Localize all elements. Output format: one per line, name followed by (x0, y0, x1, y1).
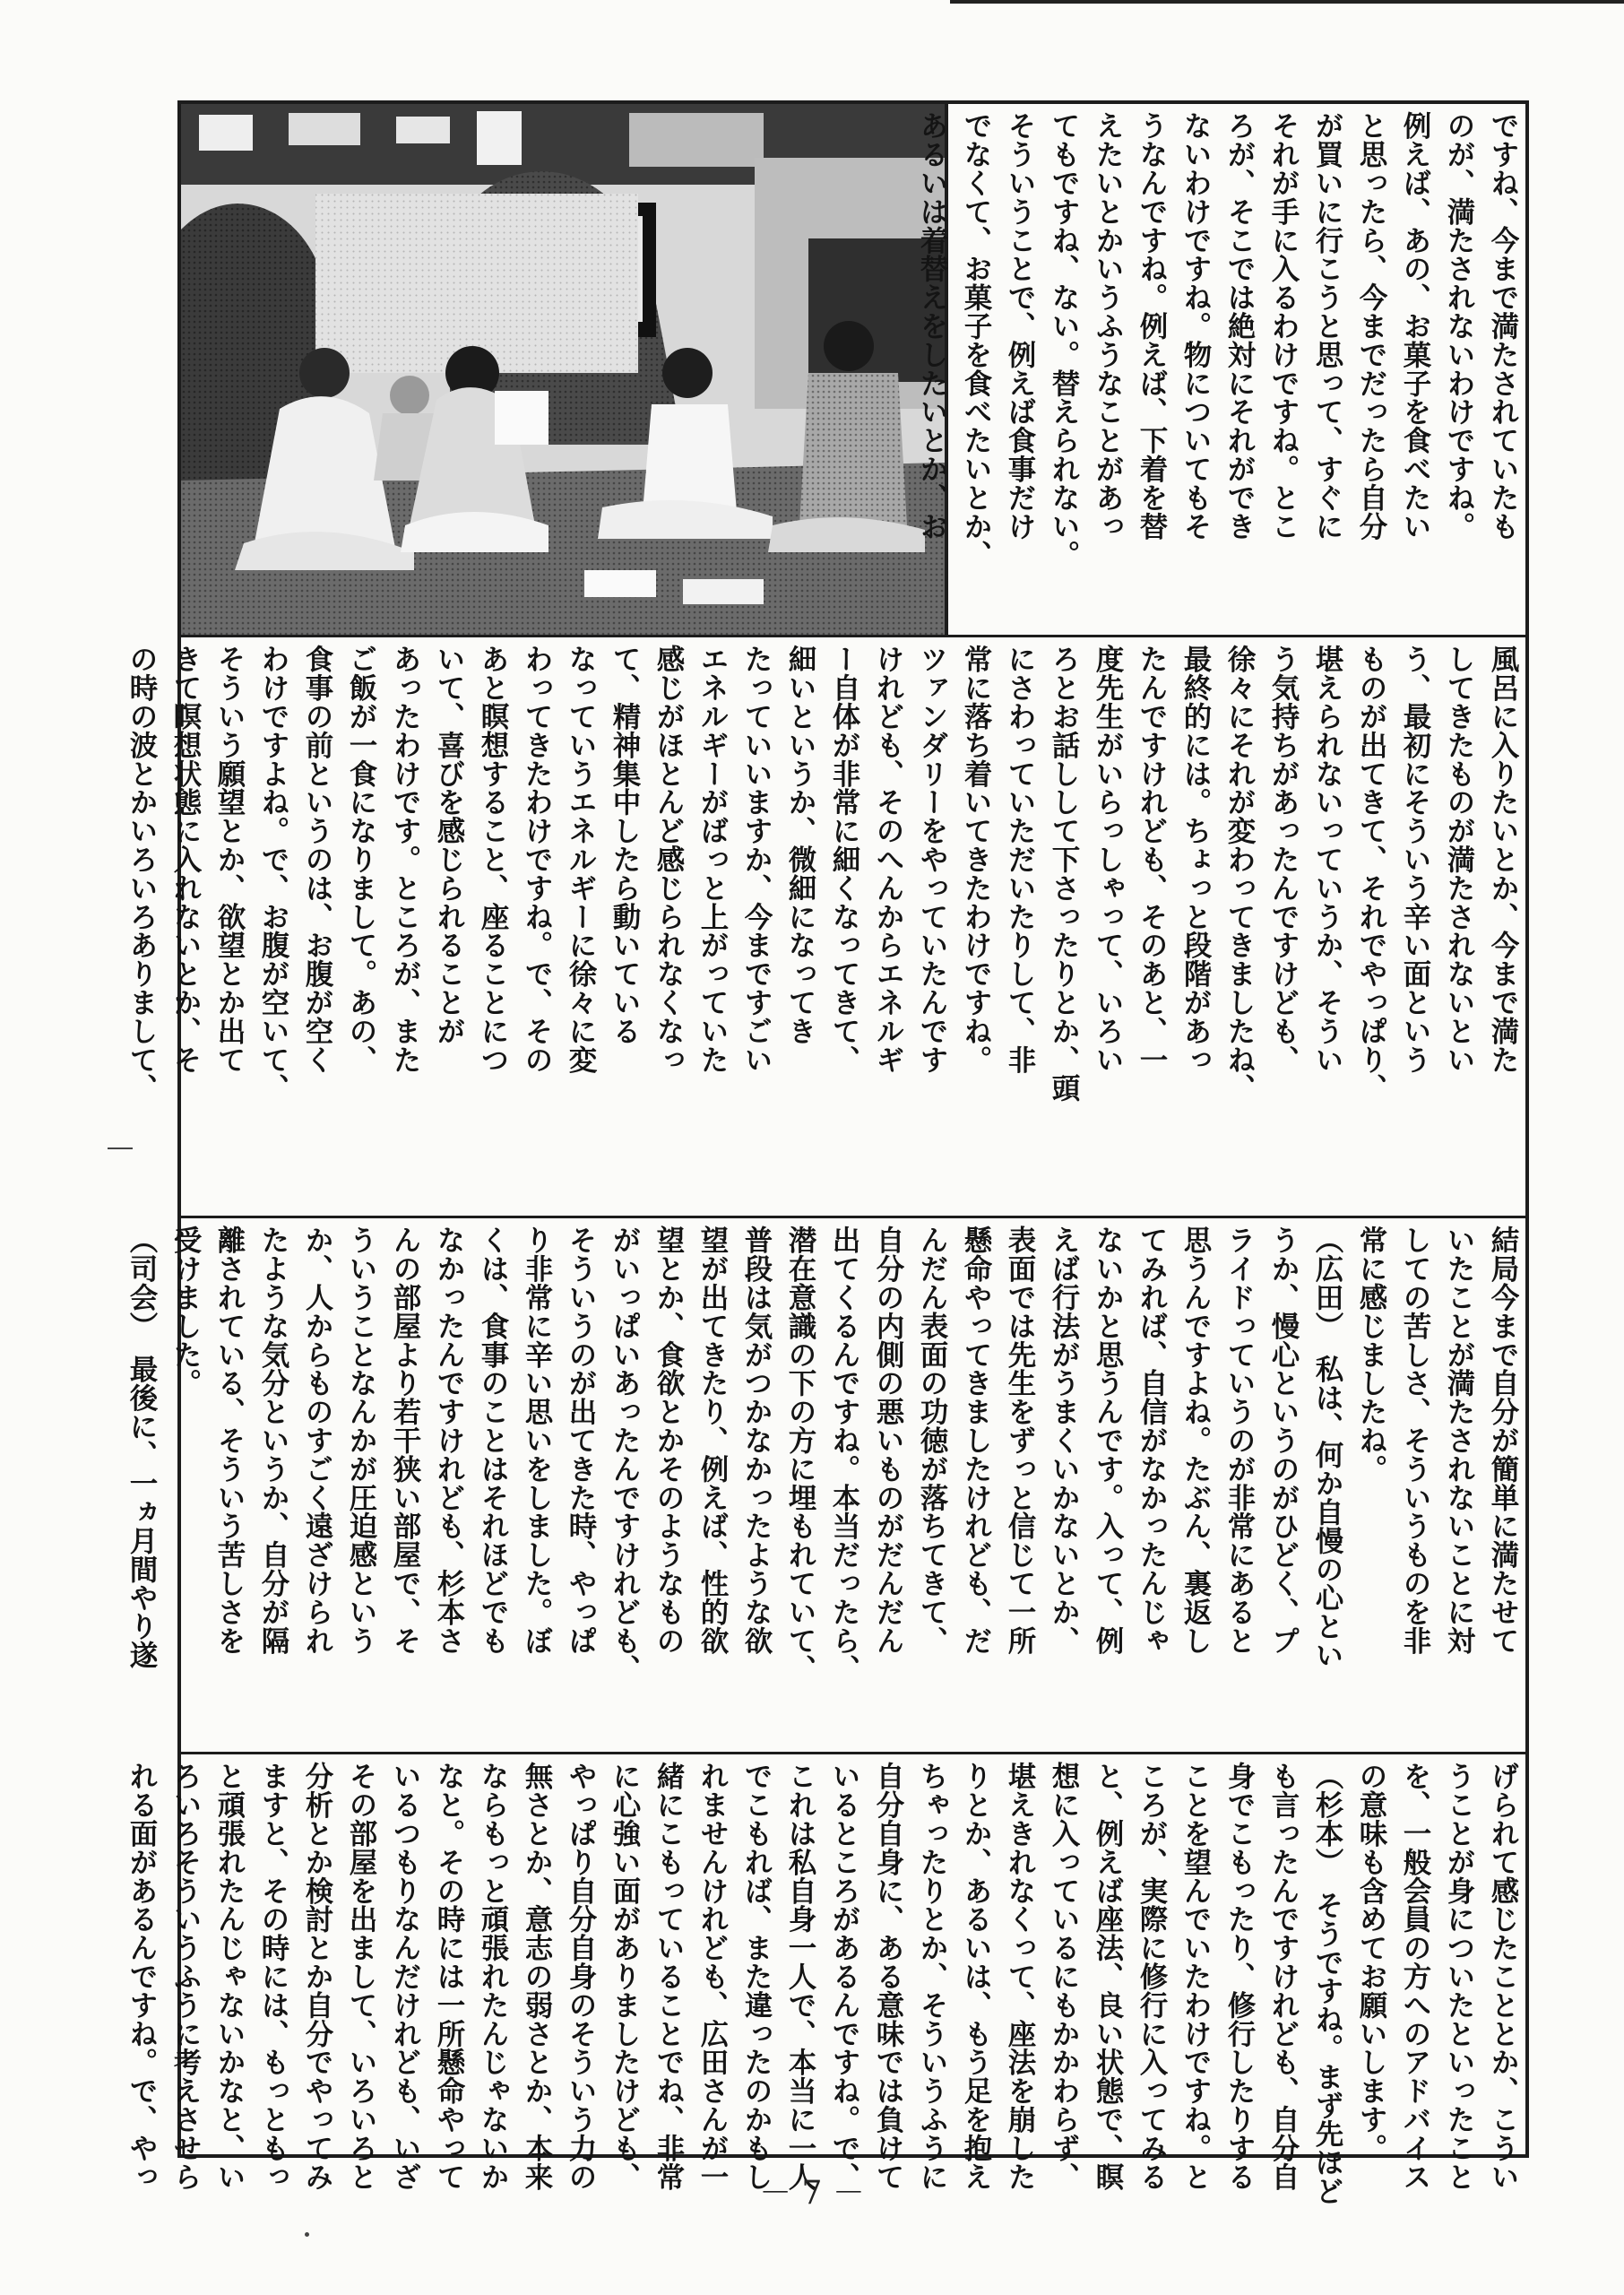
row-divider-1 (181, 635, 1525, 637)
text-line: んの部屋より若干狭い部屋で、そ (389, 1225, 422, 1655)
text-line: て、精神集中したら動いている (609, 645, 642, 1045)
text-line: きて瞑想状態に入れないとか、そ (169, 645, 203, 1074)
text-block-top-right (916, 111, 1525, 638)
text-line: 最終的には。ちょっと段階があっ (1179, 645, 1213, 1074)
text-line: ツァンダリーをやっていたんです (916, 645, 949, 1074)
text-block-row-3 (125, 1225, 1525, 1745)
text-line: 常に感じましたね。 (1355, 1225, 1388, 1484)
text-line: の意味も含めてお願いします。 (1355, 1762, 1388, 2162)
group-photo-image (181, 104, 948, 635)
text-line: 度先生がいらっしゃって、いろい (1092, 645, 1125, 1074)
text-block-row-2 (125, 645, 1525, 1209)
text-line: 感じがほとんど感じられなくなっ (652, 645, 686, 1074)
text-line: これは私自身一人で、本当に一人 (784, 1762, 817, 2191)
text-line: えば行法がうまくいかないとか、 (1048, 1225, 1081, 1655)
text-line: （広田） 私は、何か自慢の心とい (1311, 1225, 1344, 1669)
text-line: も言ったんですけれども、自分自 (1267, 1762, 1300, 2191)
text-line: 思うんですよね。たぶん、裏返し (1179, 1225, 1213, 1655)
text-line: 懸命やってきましたけれども、だ (960, 1225, 993, 1655)
text-line: か、人からものすごく遠ざけられ (301, 1225, 334, 1655)
text-line: 望が出てきたり、例えば、性的欲 (696, 1225, 730, 1655)
text-line: うか、慢心というのがひどく、プ (1267, 1225, 1300, 1655)
text-line: ますと、その時には、もっともっ (257, 1762, 290, 2191)
text-line: ならもっと頑張れたんじゃないか (477, 1762, 510, 2191)
text-line: ご飯が一食になりまして。あの、 (345, 645, 378, 1074)
text-line: それが手に入るわけですね。とこ (1267, 111, 1300, 541)
text-line: 受けました。 (169, 1225, 203, 1398)
text-line: うなんですね。例えば、下着を替 (1136, 111, 1169, 541)
text-line: 風呂に入りたいとか、今まで満た (1487, 645, 1520, 1074)
text-line: ライドっていうのが非常にあると (1223, 1225, 1257, 1655)
text-line: 自分の内側の悪いものがだんだん (872, 1225, 905, 1655)
text-line: ころが、実際に修行に入ってみる (1136, 1762, 1169, 2191)
text-line: なと。その時には一所懸命やって (433, 1762, 466, 2191)
text-line: してきたものが満たされないとい (1443, 645, 1476, 1074)
text-line: と頑張れたんじゃないかなと、い (213, 1762, 246, 2191)
photo-halftone (181, 104, 945, 635)
text-line: ちゃったりとか、そういうふうに (916, 1762, 949, 2191)
text-line: 表面では先生をずっと信じて一所 (1004, 1225, 1037, 1655)
text-line: ろが、そこでは絶対にそれができ (1223, 111, 1257, 541)
text-line: そういうのが出てきた時、やっぱ (565, 1225, 598, 1655)
text-line: 緒にこもっていることでね、非常 (652, 1762, 686, 2191)
text-line: いたことが満たされないことに対 (1443, 1225, 1476, 1655)
text-line: そういう願望とか、欲望とか出て (213, 645, 246, 1074)
text-line: でなくて、お菓子を食べたいとか、 (960, 111, 993, 569)
text-line: 常に落ち着いてきたわけですね。 (960, 645, 993, 1074)
text-line: （杉本） そうですね。まず先ほど (1311, 1762, 1344, 2205)
table-box (495, 391, 549, 445)
text-line: 無さとか、意志の弱さとか、本来 (521, 1762, 554, 2191)
margin-speck (305, 2232, 309, 2237)
text-line: がいっぱいあったんですけれども、 (609, 1225, 642, 1684)
text-line: 普段は気がつかなかったような欲 (740, 1225, 773, 1655)
text-line: 細いというか、微細になってき (784, 645, 817, 1045)
text-line: ー自体が非常に細くなってきて、 (828, 645, 861, 1074)
text-line: ないかと思うんです。入って、例 (1092, 1225, 1125, 1655)
text-line: が買いに行こうと思って、すぐに (1311, 111, 1344, 541)
text-line: てもですね、ない。替えられない。 (1048, 111, 1081, 569)
row-divider-3 (181, 1752, 1525, 1754)
text-line: 堪えられないっていうか、そうい (1311, 645, 1344, 1074)
text-line: を、一般会員の方へのアドバイス (1399, 1762, 1432, 2191)
text-line: ろとお話しして下さったりとか、頭 (1048, 645, 1081, 1103)
text-line: やっぱり自分自身のそういう力の (565, 1762, 598, 2191)
text-line: わけですよね。で、お腹が空いて、 (257, 645, 290, 1103)
text-line: けれども、そのへんからエネルギ (872, 645, 905, 1074)
text-line: と思ったら、今までだったら自分 (1355, 111, 1388, 541)
text-line: たんですけれども、そのあと、一 (1136, 645, 1169, 1074)
text-line: 想に入っているにもかかわらず、 (1048, 1762, 1081, 2191)
text-line: の時の波とかいろいろありまして、 (125, 645, 159, 1103)
text-line: 出てくるんですね。本当だったら、 (828, 1225, 861, 1684)
text-line: 徐々にそれが変わってきましたね、 (1223, 645, 1257, 1103)
margin-speck (108, 1148, 133, 1149)
text-line: てみれば、自信がなかったんじゃ (1136, 1225, 1169, 1655)
text-line: わってきたわけですね。で、その (521, 645, 554, 1074)
text-line: のが、満たされないわけですね。 (1443, 111, 1476, 541)
text-line: んだん表面の功徳が落ちてきて、 (916, 1225, 949, 1655)
text-line: ういうことなんかが圧迫感という (345, 1225, 378, 1655)
article-frame (125, 100, 1529, 2205)
text-line: ことを望んでいたわけですね。と (1179, 1762, 1213, 2191)
text-line: あったわけです。ところが、また (389, 645, 422, 1074)
text-line: 例えば、あの、お菓子を食べたい (1399, 111, 1432, 541)
text-line: 分析とか検討とか自分でやってみ (301, 1762, 334, 2191)
text-line: 堪えきれなくって、座法を崩した (1004, 1762, 1037, 2191)
text-line: そういうことで、例えば食事だけ (1004, 111, 1037, 541)
text-line: なっていうエネルギーに徐々に変 (565, 645, 598, 1074)
text-line: いて、喜びを感じられることが (433, 645, 466, 1045)
text-line: いるところがあるんですね。で、 (828, 1762, 861, 2191)
text-line: なかったんですけれども、杉本さ (433, 1225, 466, 1655)
text-line: その部屋を出まして、いろいろと (345, 1762, 378, 2191)
text-line: 自分自身に、ある意味では負けて (872, 1762, 905, 2191)
text-line: しての苦しさ、そういうものを非 (1399, 1225, 1432, 1655)
text-line: と、例えば座法、良い状態で、瞑 (1092, 1762, 1125, 2191)
page-number: － 7 － (759, 2175, 865, 2212)
text-block-row-4 (125, 1762, 1525, 2205)
text-line: り非常に辛い思いをしました。ぼ (521, 1225, 554, 1655)
text-line: でこもれば、また違ったのかもし (740, 1762, 773, 2191)
text-line: えたいとかいうふうなことがあっ (1092, 111, 1125, 541)
text-line: たような気分というか、自分が隔 (257, 1225, 290, 1655)
text-line: 結局今まで自分が簡単に満たせて (1487, 1225, 1520, 1655)
text-line: う気持ちがあったんですけども、 (1267, 645, 1300, 1074)
text-line: いるつもりなんだけれども、いざ (389, 1762, 422, 2191)
text-line: たっていいますか、今まですごい (740, 645, 773, 1074)
text-line: ものが出てきて、それでやっぱり、 (1355, 645, 1388, 1103)
text-line: う、最初にそういう辛い面という (1399, 645, 1432, 1074)
text-line: あと瞑想すること、座ることにつ (477, 645, 510, 1074)
row-divider-2 (181, 1216, 1525, 1218)
text-line: にさわっていただいたりして、非 (1004, 645, 1037, 1074)
text-line: エネルギーがばっと上がっていた (696, 645, 730, 1074)
text-line: れる面があるんですね。で、やっ (125, 1762, 159, 2191)
text-line: 潜在意識の下の方に埋もれていて、 (784, 1225, 817, 1684)
text-line: くは、食事のことはそれほどでも (477, 1225, 510, 1655)
text-line: 食事の前というのは、お腹が空く (301, 645, 334, 1074)
text-line: うことが身についたといったこと (1443, 1762, 1476, 2191)
text-line: あるいは着替えをしたいとか、お (916, 111, 949, 541)
text-line: に心強い面がありましたけども、 (609, 1762, 642, 2191)
text-line: れませんけれども、広田さんが一 (696, 1762, 730, 2191)
text-line: （司会） 最後に、一ヵ月間やり遂 (125, 1225, 159, 1669)
text-line: ろいろそういうふうに考えさせら (169, 1762, 203, 2191)
text-line: 望とか、食欲とかそのようなもの (652, 1225, 686, 1655)
text-line: ですね、今まで満たされていたも (1487, 111, 1520, 541)
text-line: 身でこもったり、修行したりする (1223, 1762, 1257, 2191)
text-line: げられて感じたこととか、こうい (1487, 1762, 1520, 2191)
text-line: ないわけですね。物についてもそ (1179, 111, 1213, 541)
top-edge-rule (950, 0, 1624, 4)
text-line: 離されている、そういう苦しさを (213, 1225, 246, 1655)
text-line: りとか、あるいは、もう足を抱え (960, 1762, 993, 2191)
